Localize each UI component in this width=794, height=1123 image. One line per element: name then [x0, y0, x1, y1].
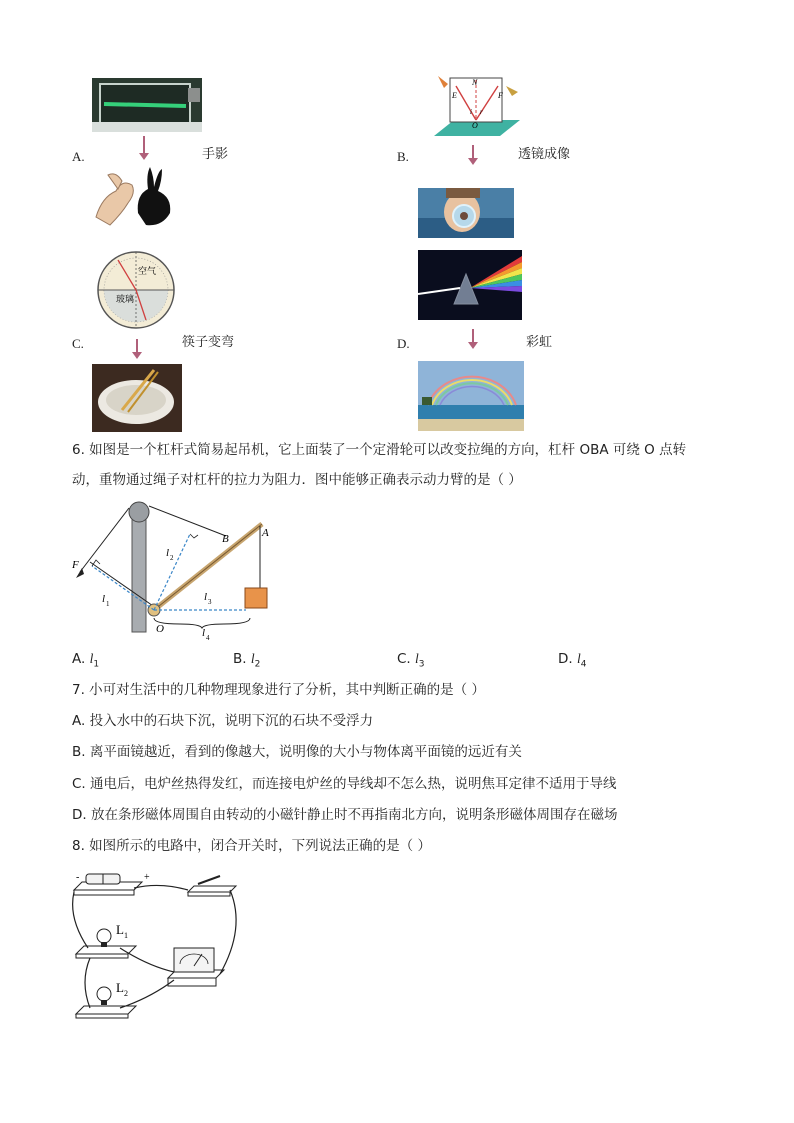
q6-label-l1-sub: 1	[106, 600, 110, 608]
reflection-label-r: r	[480, 108, 483, 116]
option-d-letter: D.	[397, 336, 410, 351]
option-d-bottom-image	[418, 361, 524, 431]
q7-option-c[interactable]: C. 通电后，电炉丝热得发红，而连接电炉丝的导线却不怎么热，说明焦耳定律不适用于导线	[72, 776, 617, 792]
q8-stem: 8. 如图所示的电路中，闭合开关时，下列说法正确的是（ ）	[72, 838, 431, 854]
q8-l2-label: L	[116, 980, 124, 995]
q7-option-d[interactable]: D. 放在条形磁体周围自由转动的小磁针静止时不再指南北方向，说明条形磁体周围存在磁场	[72, 807, 618, 823]
option-c-top-image	[96, 250, 176, 330]
q6-label-l3: l	[204, 591, 208, 603]
q6-line1: 6. 如图是一个杠杆式简易起吊机，它上面装了一个定滑轮可以改变拉绳的方向，杠杆 OBA 可绕 O 点转	[72, 442, 687, 458]
q6-label-f: F	[72, 559, 79, 571]
option-d-arrow	[472, 329, 474, 343]
option-b-bottom-image	[418, 188, 514, 238]
q6-option-d[interactable]: D. $l_4$	[558, 651, 587, 670]
q8-battery-plus: +	[144, 872, 150, 883]
q6-label-a: A	[262, 527, 269, 539]
q6-label-l4-sub: 4	[206, 634, 210, 640]
option-b-top-image	[426, 70, 526, 142]
reflection-label-e: E	[452, 91, 457, 100]
option-c-bottom-image	[92, 364, 182, 432]
q6-label-l4: l	[202, 627, 206, 639]
reflection-label-f: F	[498, 91, 503, 100]
option-a-arrow	[143, 136, 145, 154]
q6-label-o: O	[156, 623, 164, 635]
option-a-bottom-image	[92, 163, 182, 231]
q6-label-l2-sub: 2	[170, 554, 174, 562]
q6-option-c[interactable]: C. $l_3$	[397, 651, 425, 670]
option-b-caption: 透镜成像	[518, 147, 571, 162]
q8-circuit-diagram	[70, 868, 250, 1024]
option-a-top-image	[92, 78, 202, 132]
reflection-label-i: i	[470, 108, 472, 116]
option-b-letter: B.	[397, 149, 409, 164]
option-a-caption: 手影	[202, 147, 229, 162]
option-b-arrow	[472, 145, 474, 159]
q6-option-b[interactable]: B. $l_2$	[233, 651, 261, 670]
option-c-caption: 筷子变弯	[182, 335, 235, 350]
q8-battery-minus: -	[76, 872, 80, 883]
option-c-letter: C.	[72, 336, 84, 351]
q7-stem: 7. 小可对生活中的几种物理现象进行了分析，其中判断正确的是（ ）	[72, 682, 485, 698]
q6-label-b: B	[222, 533, 229, 545]
q6-lever-diagram	[70, 500, 280, 640]
option-c-label-air: 空气	[138, 266, 157, 276]
q7-option-a[interactable]: A. 投入水中的石块下沉，说明下沉的石块不受浮力	[72, 713, 374, 729]
reflection-label-n: N	[472, 78, 478, 87]
q6-option-a[interactable]: A. $l_1$	[72, 651, 100, 670]
reflection-label-o: O	[472, 121, 478, 130]
option-a-letter: A.	[72, 149, 85, 164]
q6-label-l2: l	[166, 547, 170, 559]
q6-line2: 动，重物通过绳子对杠杆的拉力为阻力．图中能够正确表示动力臂的是（ ）	[72, 472, 522, 488]
option-d-top-image	[418, 250, 522, 320]
option-d-caption: 彩虹	[526, 335, 553, 350]
q8-l2-sub: 2	[124, 989, 128, 998]
option-c-label-glass: 玻璃	[116, 294, 135, 304]
option-c-arrow	[136, 339, 138, 353]
q7-option-b[interactable]: B. 离平面镜越近，看到的像越大，说明像的大小与物体离平面镜的远近有关	[72, 744, 522, 760]
q8-l1-sub: 1	[124, 931, 128, 940]
q6-label-l3-sub: 3	[208, 598, 212, 606]
q8-l1-label: L	[116, 922, 124, 937]
q6-label-l1: l	[102, 593, 106, 605]
